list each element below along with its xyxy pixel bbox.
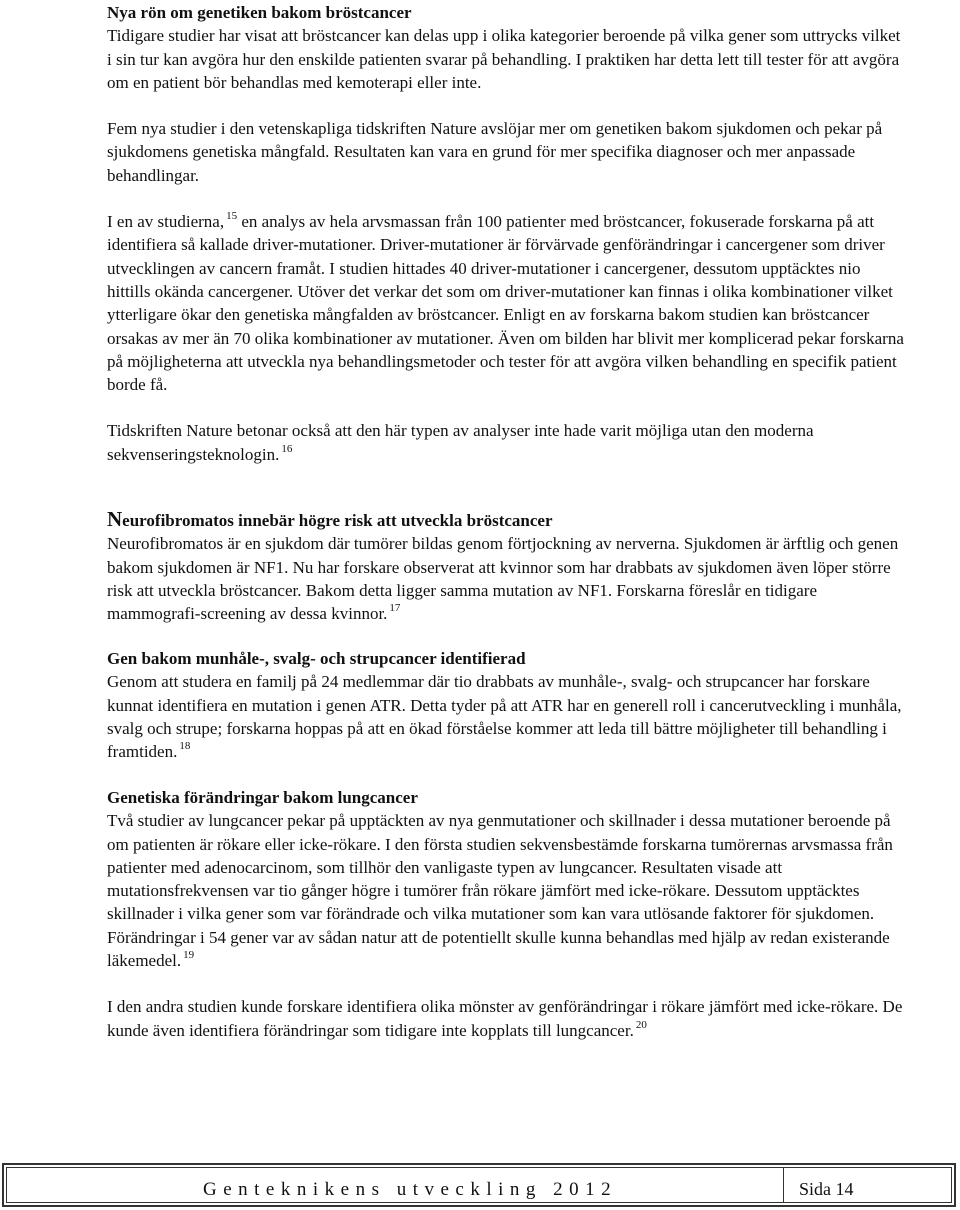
paragraph-text: I en av studierna, xyxy=(107,212,225,232)
footnote-ref: 20 xyxy=(635,1018,647,1031)
section-heading: Genetiska förändringar bakom lungcancer xyxy=(107,788,418,807)
page-footer xyxy=(2,1163,956,1207)
footer-frame xyxy=(6,1167,952,1203)
heading-initial: N xyxy=(107,507,123,531)
section-oral-cancer-gene xyxy=(107,647,907,763)
section-heading: Nya rön om genetiken bakom bröstcancer xyxy=(107,3,412,22)
paragraph-text: Två studier av lungcancer pekar på upptäckten av nya genmutationer och skillnader i dessa mutationer beroende på om patienten är rökare eller icke-rökare. I den första studien sekvensbestämde forskarna tumörernas arvsmassa från patienter med adenocarcinom, som tillhör den vanligaste typen av lungcancer. Resultaten visade att mutationsfrekvensen var tio gånger högre i tumörer från rökare jämfört med icke-rökare. Dessutom upptäcktes skillnader i vilka gener som var förändrade och vilka mutationer som kan vara utlösande faktorer för sjukdomen. Förändringar i 54 gener var av sådan natur att de potentiellt skulle kunna behandlas med hjälp av redan existerande läkemedel. xyxy=(107,811,893,971)
footnote-ref: 18 xyxy=(179,740,191,753)
footnote-ref: 15 xyxy=(226,210,238,223)
footnote-ref: 16 xyxy=(281,442,293,455)
paragraph xyxy=(107,532,907,625)
heading-rest: eurofibromatos innebär högre risk att utveckla bröstcancer xyxy=(122,511,553,530)
paragraph-text: Neurofibromatos är en sjukdom där tumörer bildas genom förtjockning av nerverna. Sjukdomen är ärftlig och genen bakom sjukdomen är NF1. Nu har forskare observerat att kvinnor som har drabbats av sjukdomen även löper större risk att utveckla bröstcancer. Bakom detta ligger samma mutation av NF1. Forskarna föreslår en tidigare mammografi-screening av dessa kvinnor. xyxy=(107,534,899,624)
paragraph xyxy=(107,670,907,763)
paragraph xyxy=(107,419,907,466)
paragraph: Tidigare studier har visat att bröstcancer kan delas upp i olika kategorier beroende på vilka gener som uttrycks vilket i sin tur kan avgöra hur den enskilde patienten svarar på behandling. I praktiken har detta lett till tester för att avgöra om en patient bör behandlas med kemoterapi eller inte. xyxy=(107,26,901,92)
footnote-ref: 17 xyxy=(389,602,401,615)
page-number: Sida 14 xyxy=(799,1179,854,1199)
paragraph xyxy=(107,809,907,972)
paragraph-text: en analys av hela arvsmassan från 100 patienter med bröstcancer, fokuserade forskarna på att identifiera så kallade driver-mutationer. Driver-mutationer är förvärvade genförändringar i cancergener som driver utvecklingen av cancern framåt. I studien hittades 40 driver-mutationer i cancergener, dessutom upptäcktes nio hittills okända cancergener. Utöver det verkar det som om driver-mutationer kan finnas i olika kombinationer vilket ytterligare ökar den genetiska mångfalden av bröstcancer. Enligt en av forskarna bakom studien kan bröstcancer orsakas av mer än 70 olika kombinationer av mutationer. Även om bilden har blivit mer komplicerad pekar forskarna på möjligheterna att utveckla nya behandlingsmetoder och tester för att avgöra vilken behandling en specifik patient borde få. xyxy=(107,212,904,395)
section-heading: Gen bakom munhåle-, svalg- och strupcancer identifierad xyxy=(107,649,526,668)
section-heading xyxy=(107,508,907,532)
section-lung-cancer xyxy=(107,786,907,1042)
paragraph-text: I den andra studien kunde forskare identifiera olika mönster av genförändringar i rökare jämfört med icke-rökare. De kunde även identifiera förändringar som tidigare inte kopplats till lungcancer. xyxy=(107,997,903,1040)
paragraph: Fem nya studier i den vetenskapliga tidskriften Nature avslöjar mer om genetiken bakom sjukdomen och pekar på sjukdomens genetiska mångfald. Resultaten kan vara en grund för mer specifika diagnoser och mer anpassade behandlingar. xyxy=(107,119,883,185)
paragraph xyxy=(107,210,907,396)
footer-title: Genteknikens utveckling 2012 xyxy=(203,1179,618,1200)
paragraph-text: Genom att studera en familj på 24 medlemmar där tio drabbats av munhåle-, svalg- och strupcancer har forskare kunnat identifiera en mutation i genen ATR. Detta tyder på att ATR har en generell roll i cancerutveckling i munhåla, svalg och strupe; forskarna hoppas på att en ökad förståelse kommer att leda till bättre möjligheter till behandling i framtiden. xyxy=(107,672,902,762)
footnote-ref: 19 xyxy=(183,949,195,962)
section-breast-cancer-genetics xyxy=(107,1,907,466)
section-neurofibromatosis xyxy=(107,508,907,625)
paragraph xyxy=(107,995,907,1042)
footer-divider xyxy=(783,1168,784,1202)
paragraph-text: Tidskriften Nature betonar också att den här typen av analyser inte hade varit möjliga utan den moderna sekvenseringsteknologin. xyxy=(107,421,814,464)
